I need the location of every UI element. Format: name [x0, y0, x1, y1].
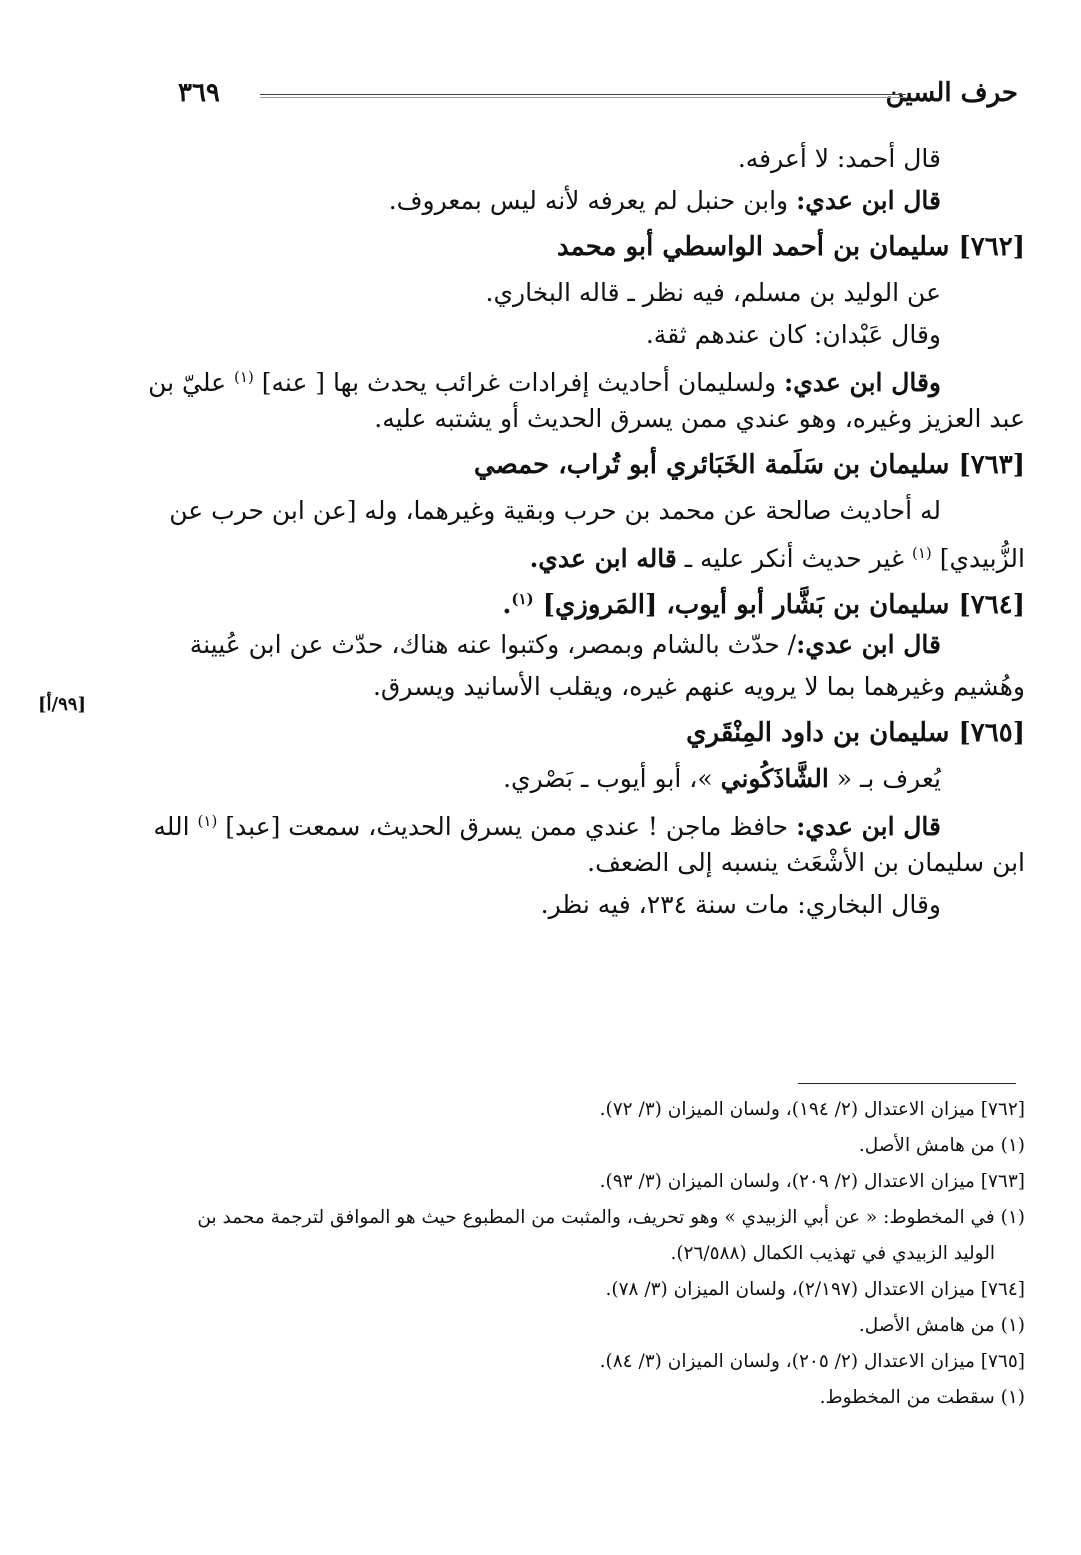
text-line	[145, 356, 1025, 398]
text-line	[145, 180, 1025, 222]
entry-heading-764	[145, 574, 1025, 624]
header-rule	[260, 94, 906, 98]
statement-text: / حدّث بالشام وبمصر، وكتبوا عنه هناك، حدّث عن ابن عُيينة	[189, 630, 797, 659]
page-number: ٣٦٩	[178, 78, 220, 108]
footnote-continuation: الوليد الزبيدي في تهذيب الكمال (٢٦/٥٨٨).	[670, 1243, 995, 1264]
footnote: (١) من هامش الأصل.	[858, 1315, 1025, 1336]
speaker-label: قال ابن عدي:	[796, 630, 941, 659]
footnote: [٧٦٥] ميزان الاعتدال (٢/ ٢٠٥)، ولسان الميزان (٣/ ٨٤).	[599, 1351, 1025, 1372]
footnote-marker: (١)	[511, 590, 534, 608]
footnote: (١) من هامش الأصل.	[858, 1135, 1025, 1156]
text-line: ابن سليمان بن الأشْعَث ينسبه إلى الضعف.	[587, 848, 1025, 877]
entry-heading-763: [٧٦٣] سليمان بن سَلَمة الخَبَائري أبو تُراب، حمصي	[473, 450, 1025, 480]
running-header	[178, 78, 1018, 118]
statement-text: »، أبو أيوب ـ بَصْري.	[503, 764, 721, 793]
statement-text: يُعرف بـ «	[828, 764, 941, 793]
footnote: (١) في المخطوط: « عن أبي الزبيدي » وهو تحريف، والمثبت من المطبوع حيث هو الموافق لترجمة محمد بن	[197, 1207, 1025, 1228]
text-line: له أحاديث صالحة عن محمد بن حرب وبقية وغيرهما، وله [عن ابن حرب عن	[169, 496, 941, 525]
attribution: قاله ابن عدي.	[529, 544, 677, 573]
statement-text: الزُّبيدي]	[931, 544, 1025, 573]
statement-text: وابن حنبل لم يعرفه لأنه ليس بمعروف.	[388, 186, 797, 215]
text-line: قال أحمد: لا أعرفه.	[737, 144, 941, 173]
text-line: عن الوليد بن مسلم، فيه نظر ـ قاله البخاري.	[485, 278, 941, 307]
text-line	[145, 532, 1025, 574]
speaker-label: قال ابن عدي:	[796, 186, 941, 215]
nisba: الشَّاذَكُوني	[720, 764, 829, 793]
chapter-title: حرف السين	[885, 78, 1018, 108]
text-line: وقال البخاري: مات سنة ٢٣٤، فيه نظر.	[540, 890, 941, 919]
heading-text: [٧٦٤] سليمان بن بَشَّار أبو أيوب، [المَروزي]	[533, 590, 1025, 620]
footnotes	[145, 1092, 1025, 1416]
statement-text: حافظ ماجن ! عندي ممن يسرق الحديث، سمعت [عبد]	[217, 812, 797, 841]
statement-text: الله	[153, 812, 198, 841]
footnote: [٧٦٤] ميزان الاعتدال (٢/١٩٧)، ولسان الميزان (٣/ ٧٨).	[605, 1279, 1025, 1300]
speaker-label: وقال ابن عدي:	[784, 368, 941, 397]
text-line	[145, 624, 1025, 666]
manuscript-folio-mark: [٩٩/أ]	[38, 694, 86, 715]
text-line: وقال عَبْدان: كان عندهم ثقة.	[645, 320, 941, 349]
footnote-marker: (١)	[911, 544, 932, 562]
text-line: عبد العزيز وغيره، وهو عندي ممن يسرق الحديث أو يشتبه عليه.	[374, 404, 1025, 433]
text-line: وهُشيم وغيرهما بما لا يرويه عنهم غيره، ويقلب الأسانيد ويسرق.	[372, 672, 1025, 701]
entry-heading-765: [٧٦٥] سليمان بن داود المِنْقَري	[686, 718, 1025, 748]
footnote-marker: (١)	[234, 368, 254, 386]
footnote-marker: (١)	[197, 812, 218, 830]
statement-text: ولسليمان أحاديث إفرادات غرائب يحدث بها [ عنه]	[253, 368, 785, 397]
footnote: [٧٦٣] ميزان الاعتدال (٢/ ٢٠٩)، ولسان الميزان (٣/ ٩٣).	[599, 1171, 1025, 1192]
statement-text: عليّ بن	[148, 368, 235, 397]
text-line	[145, 758, 1025, 800]
footnote: [٧٦٢] ميزان الاعتدال (٢/ ١٩٤)، ولسان الميزان (٣/ ٧٢).	[599, 1099, 1025, 1120]
entry-heading-762: [٧٦٢] سليمان بن أحمد الواسطي أبو محمد	[557, 232, 1025, 262]
heading-text: .	[502, 590, 512, 620]
text-line	[145, 800, 1025, 842]
footnote-separator	[798, 1083, 1016, 1084]
statement-text: غير حديث أنكر عليه ـ	[676, 544, 912, 573]
footnote: (١) سقطت من المخطوط.	[819, 1387, 1025, 1408]
main-text	[145, 138, 1025, 926]
speaker-label: قال ابن عدي:	[796, 812, 941, 841]
